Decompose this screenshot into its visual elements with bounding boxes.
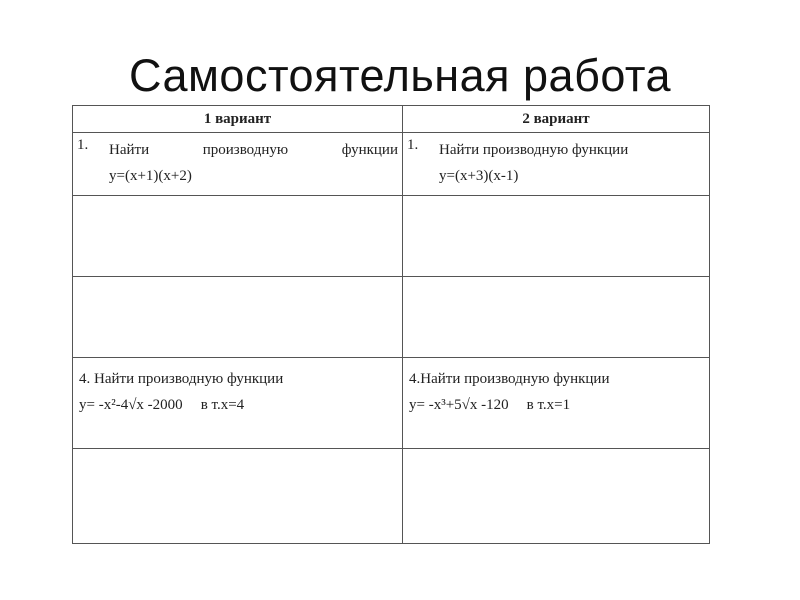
answer-cell [403,196,710,277]
answer-cell [73,196,403,277]
task-word: функции [341,142,398,158]
task-number: 1. [407,137,419,153]
task-text: 4.Найти производную функции [409,371,610,387]
variant-2-task-4-cell [403,358,710,449]
task-text: Найти производную функции [439,142,629,158]
task-word: производную [202,142,289,158]
empty-row [73,196,710,277]
task-point: в т.х=4 [200,397,245,413]
task-formula: y= -x³+5√x -120 [409,397,509,413]
answer-cell [73,449,403,544]
empty-row [73,449,710,544]
task-formula: y=(x+1)(x+2) [109,168,192,184]
task-word: Найти [109,142,150,158]
header-row [73,106,710,133]
task-formula: y=(x+3)(x-1) [439,168,519,184]
slide-title: Самостоятельная работа [128,50,672,101]
answer-cell [403,277,710,358]
task-text: 4. Найти производную функции [79,371,284,387]
variant-1-task-4-cell [73,358,403,449]
task-table [72,105,710,544]
variant-2-header: 2 вариант [403,106,710,133]
task-formula: y= -x²-4√x -2000 [79,397,183,413]
task-point: в т.х=1 [526,397,571,413]
variant-1-header: 1 вариант [73,106,403,133]
answer-cell [403,449,710,544]
answer-cell [73,277,403,358]
variant-1-task-1-cell [73,133,403,196]
task-4-row [73,358,710,449]
task-1-row [73,133,710,196]
empty-row [73,277,710,358]
task-number: 1. [77,137,89,153]
variant-2-task-1-cell [403,133,710,196]
